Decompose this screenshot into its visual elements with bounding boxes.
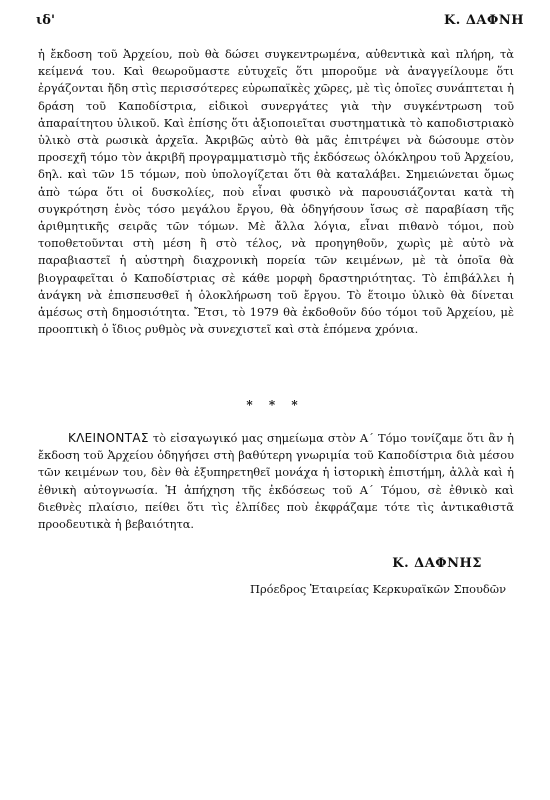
signature-name: Κ. ΔΑΦΝΗΣ xyxy=(392,556,482,571)
body-paragraph-block xyxy=(38,46,514,338)
body-paragraph: ἡ ἔκδοση τοῦ Ἀρχείου, ποὺ θὰ δώσει συγκεντρωμένα, αὐθεντικὰ καὶ πλήρη, τὰ κείμενά του. Καὶ θεωροῦμαστε εὐτυχεῖς ὅτι μποροῦμε νὰ ἀναγγείλουμε ὅτι ἐργάζονται ἤδη στὶς περισσότερες εὐρωπαϊκὲς χῶρες, μὲ τὶς ὁποῖες συνάπτεται ἡ δράση τοῦ Καποδίστρια, εἰδικοὶ συνεργάτες γιὰ τὴν συγκέντρωση τοῦ ἀπαραίτητου ὑλικοῦ. Καὶ ἐπίσης ὅτι ἀξιοποιεῖται συστηματικὰ τὸ καποδιστριακὸ ὑλικὸ στὰ ρωσικὰ ἀρχεῖα. Ἀκριβῶς αὐτὸ θὰ μᾶς ἐπιτρέψει νὰ δώσουμε στὸν προσεχῆ τόμο τὸν ἀκριβῆ προγραμματισμὸ τῆς ἐκδόσεως ὁλόκληρου τοῦ Ἀρχείου, δηλ. καὶ τῶν 15 τόμων, ποὺ ὑπολογίζεται ὅτι θὰ καταλάβει. Σημειώνεται ὅμως ἀπὸ τώρα ὅτι οἱ δυσκολίες, ποὺ εἶναι φυσικὸ νὰ παρουσιάζονται κατὰ τὴ συγκρότηση ἑνὸς τόσο μεγάλου ἔργου, θὰ ὁδηγήσουν ἴσως σὲ παραβίαση τῆς ἀριθμητικῆς σειρᾶς τῶν τόμων. Μὲ ἄλλα λόγια, εἶναι πιθανὸ τόμοι, ποὺ τοποθετοῦνται στὴ μέση ἢ στὸ τέλος, νὰ προηγηθοῦν, χωρὶς μὲ αὐτὸ νὰ παραβιαστεῖ ἡ αὐστηρὴ διαχρονικὴ πορεία τῶν κειμένων, μὲ τὰ ὁποῖα θὰ βιογραφεῖται ὁ Καποδίστριας σὲ κάθε μορφὴ δραστηριότητας. Τὸ ἐπιβάλλει ἡ ἀνάγκη νὰ ἐπισπευσθεῖ ἡ ὁλοκλήρωση τοῦ ἔργου. Τὸ ἕτοιμο ὑλικὸ θὰ δίνεται ἀμέσως στὴ δημοσιότητα. Ἔτσι, τὸ 1979 θὰ ἐκδοθοῦν δύο τόμοι τοῦ Ἀρχείου, μὲ προοπτικὴ ὁ ἴδιος ρυθμὸς νὰ συνεχιστεῖ καὶ στὰ ἑπόμενα χρόνια. xyxy=(38,47,514,337)
closing-lead-word: ΚΛΕΙΝΟΝΤΑΣ xyxy=(68,431,149,445)
signature-title: Πρόεδρος Ἑταιρείας Κερκυραϊκῶν Σπουδῶν xyxy=(250,582,506,596)
page-number: ιδ' xyxy=(36,13,55,28)
closing-paragraph xyxy=(38,430,514,533)
closing-text: τὸ εἰσαγωγικό μας σημείωμα στὸν Α΄ Τόμο τονίζαμε ὅτι ἂν ἡ ἔκδοση τοῦ Ἀρχείου ὁδηγήσει στὴ βαθύτερη γνωριμία τοῦ Καποδίστρια διὰ μέσου τῶν κειμένων του, δὲν θὰ ἐξυπηρετηθεῖ μονάχα ἡ ἱστορικὴ ἐπιστήμη, ἀλλὰ καὶ ἡ ἐθνικὴ αὐτογνωσία. Ἡ ἀπήχηση τῆς ἐκδόσεως τοῦ Α΄ Τόμου, σὲ ἐθνικὸ καὶ διεθνὲς πλαίσιο, πείθει ὅτι τὶς ἐλπίδες ποὺ ἐκφράζαμε τότε τὶς ἀντικαθιστᾶ προοδευτικὰ ἡ βεβαιότητα. xyxy=(38,431,514,532)
section-separator: * * * xyxy=(246,398,304,412)
running-title: Κ. ΔΑΦΝΗ xyxy=(443,13,524,28)
